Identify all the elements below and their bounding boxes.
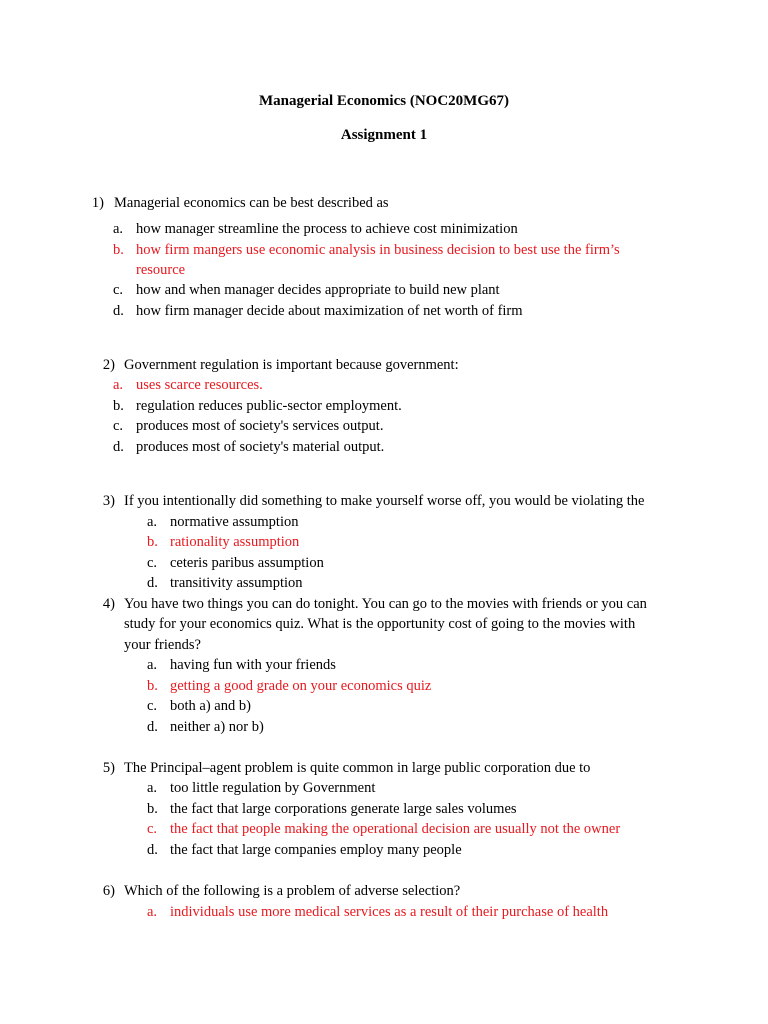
- option-text: regulation reduces public-sector employment.: [136, 398, 402, 414]
- option-letter: a.: [113, 221, 124, 237]
- question-number: 3): [102, 493, 115, 509]
- option-letter: b.: [147, 534, 158, 550]
- option-text: having fun with your friends: [170, 657, 336, 673]
- option-text: how and when manager decides appropriate to build new plant: [136, 282, 500, 298]
- question-text: Managerial economics can be best described as: [114, 195, 389, 211]
- option-letter: b.: [113, 398, 124, 414]
- question-text: Government regulation is important because government:: [124, 357, 459, 373]
- option-text: produces most of society's services output.: [136, 418, 384, 434]
- option-letter: d.: [147, 719, 158, 735]
- option-text: both a) and b): [170, 698, 251, 714]
- option-letter: c.: [113, 418, 124, 434]
- question-text: Which of the following is a problem of adverse selection?: [124, 883, 461, 899]
- question-number: 5): [102, 760, 115, 776]
- option-text: the fact that large companies employ many people: [170, 842, 462, 858]
- option-letter: d.: [147, 575, 158, 591]
- option-text: produces most of society's material output.: [136, 439, 385, 455]
- option-text: neither a) nor b): [170, 719, 264, 735]
- question-number: 2): [102, 357, 115, 373]
- option-letter: d.: [113, 303, 124, 319]
- option-text: the fact that large corporations generate large sales volumes: [170, 801, 517, 817]
- option-text: transitivity assumption: [170, 575, 303, 591]
- option-letter: a.: [147, 514, 158, 530]
- option-letter: b.: [147, 678, 158, 694]
- correct-option-text: how firm mangers use economic analysis in business decision to best use the firm’s: [136, 242, 620, 258]
- option-letter: c.: [147, 698, 158, 714]
- correct-option-text: the fact that people making the operational decision are usually not the owner: [170, 821, 621, 837]
- correct-option-text: rationality assumption: [170, 534, 300, 550]
- correct-option-text-continued: resource: [136, 262, 186, 278]
- option-letter: a.: [147, 904, 158, 920]
- question-text-continued: your friends?: [124, 637, 201, 653]
- option-letter: a.: [147, 657, 158, 673]
- question-number: 4): [102, 596, 115, 612]
- question-text: If you intentionally did something to make yourself worse off, you would be violating the: [124, 493, 645, 509]
- option-text: how firm manager decide about maximization of net worth of firm: [136, 303, 523, 319]
- document-title: Managerial Economics (NOC20MG67): [259, 93, 509, 109]
- correct-option-text: getting a good grade on your economics quiz: [170, 678, 432, 694]
- option-letter: c.: [147, 555, 158, 571]
- option-letter: a.: [147, 780, 158, 796]
- option-letter: b.: [113, 242, 124, 258]
- option-text: too little regulation by Government: [170, 780, 376, 796]
- question-text-continued: study for your economics quiz. What is the opportunity cost of going to the movies with: [124, 616, 636, 632]
- option-letter: d.: [147, 842, 158, 858]
- option-letter: b.: [147, 801, 158, 817]
- option-letter: c.: [113, 282, 124, 298]
- option-text: how manager streamline the process to achieve cost minimization: [136, 221, 518, 237]
- question-text: The Principal–agent problem is quite common in large public corporation due to: [124, 760, 591, 776]
- document-subtitle: Assignment 1: [340, 127, 428, 143]
- option-letter: c.: [147, 821, 158, 837]
- correct-option-text: uses scarce resources.: [136, 377, 263, 393]
- question-number: 6): [102, 883, 115, 899]
- correct-option-text: individuals use more medical services as a result of their purchase of health: [170, 904, 609, 920]
- option-letter: d.: [113, 439, 124, 455]
- option-text: ceteris paribus assumption: [170, 555, 324, 571]
- question-text: You have two things you can do tonight. You can go to the movies with friends or you can: [124, 596, 647, 612]
- question-number: 1): [91, 195, 104, 211]
- option-letter: a.: [113, 377, 124, 393]
- option-text: normative assumption: [170, 514, 299, 530]
